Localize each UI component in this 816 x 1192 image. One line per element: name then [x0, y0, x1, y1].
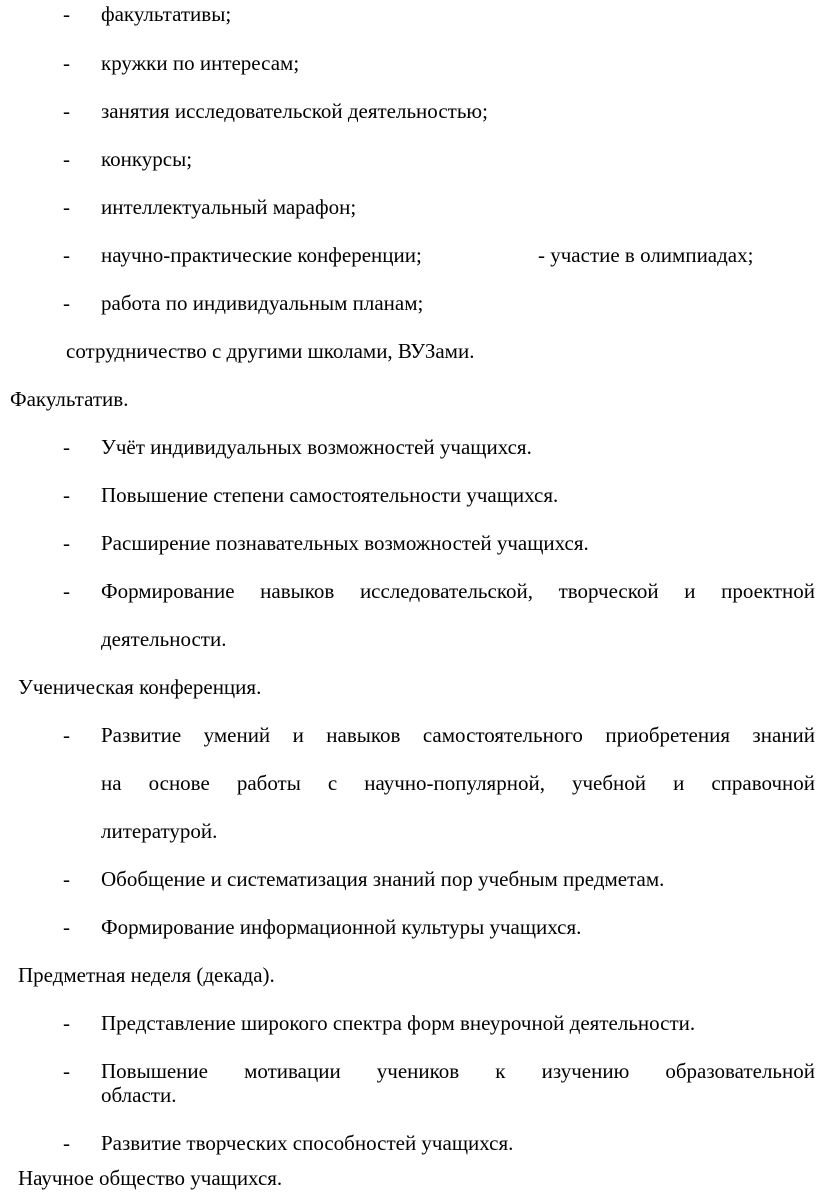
list-item: Формирование информационной культуры учащихся. [101, 915, 582, 939]
list-item: научно-практические конференции; [101, 243, 422, 267]
list-item: Формирование навыков исследовательской, творческой и проектной [101, 579, 815, 603]
list-item: Развитие творческих способностей учащихся. [101, 1131, 514, 1155]
list-item: Развитие умений и навыков самостоятельного приобретения знаний [101, 723, 815, 747]
list-item-continuation: литературой. [101, 819, 218, 843]
list-item: кружки по интересам; [101, 51, 300, 75]
list-dash: - [63, 531, 70, 555]
list-item: Повышение мотивации учеников к изучению образовательной [101, 1059, 815, 1083]
section-heading-elective: Факультатив. [10, 387, 129, 411]
list-dash: - [63, 195, 70, 219]
list-dash: - [63, 723, 70, 747]
list-dash: - [63, 915, 70, 939]
list-item: Представление широкого спектра форм внеурочной деятельности. [101, 1011, 696, 1035]
list-item-continuation: деятельности. [101, 627, 227, 651]
list-dash: - [63, 483, 70, 507]
list-item: Повышение степени самостоятельности учащихся. [101, 483, 559, 507]
list-item-continuation: области. [101, 1083, 177, 1107]
list-item: факультативы; [101, 2, 232, 26]
list-item: Расширение познавательных возможностей учащихся. [101, 531, 589, 555]
section-heading-subject-week: Предметная неделя (декада). [18, 963, 275, 987]
list-dash: - [63, 291, 70, 315]
list-dash: - [63, 1011, 70, 1035]
list-dash: - [63, 243, 70, 267]
section-heading-society: Научное общество учащихся. [18, 1166, 283, 1190]
list-item: интеллектуальный марафон; [101, 195, 357, 219]
section-heading-conference: Ученическая конференция. [18, 675, 262, 699]
list-item: Обобщение и систематизация знаний пор учебным предметам. [101, 867, 665, 891]
list-item: работа по индивидуальным планам; [101, 291, 424, 315]
list-item-continuation: на основе работы с научно-популярной, учебной и справочной [101, 771, 815, 795]
list-dash: - [63, 99, 70, 123]
list-item: Учёт индивидуальных возможностей учащихся. [101, 435, 532, 459]
list-dash: - [63, 579, 70, 603]
list-item: занятия исследовательской деятельностью; [101, 99, 488, 123]
list-item-olympiads: - участие в олимпиадах; [538, 243, 754, 267]
list-dash: - [63, 51, 70, 75]
list-dash: - [63, 2, 70, 26]
list-dash: - [63, 435, 70, 459]
list-dash: - [63, 1131, 70, 1155]
cooperation-text: сотрудничество с другими школами, ВУЗами. [66, 339, 475, 363]
list-dash: - [63, 1059, 70, 1083]
list-dash: - [63, 147, 70, 171]
list-item: конкурсы; [101, 147, 193, 171]
list-dash: - [63, 867, 70, 891]
